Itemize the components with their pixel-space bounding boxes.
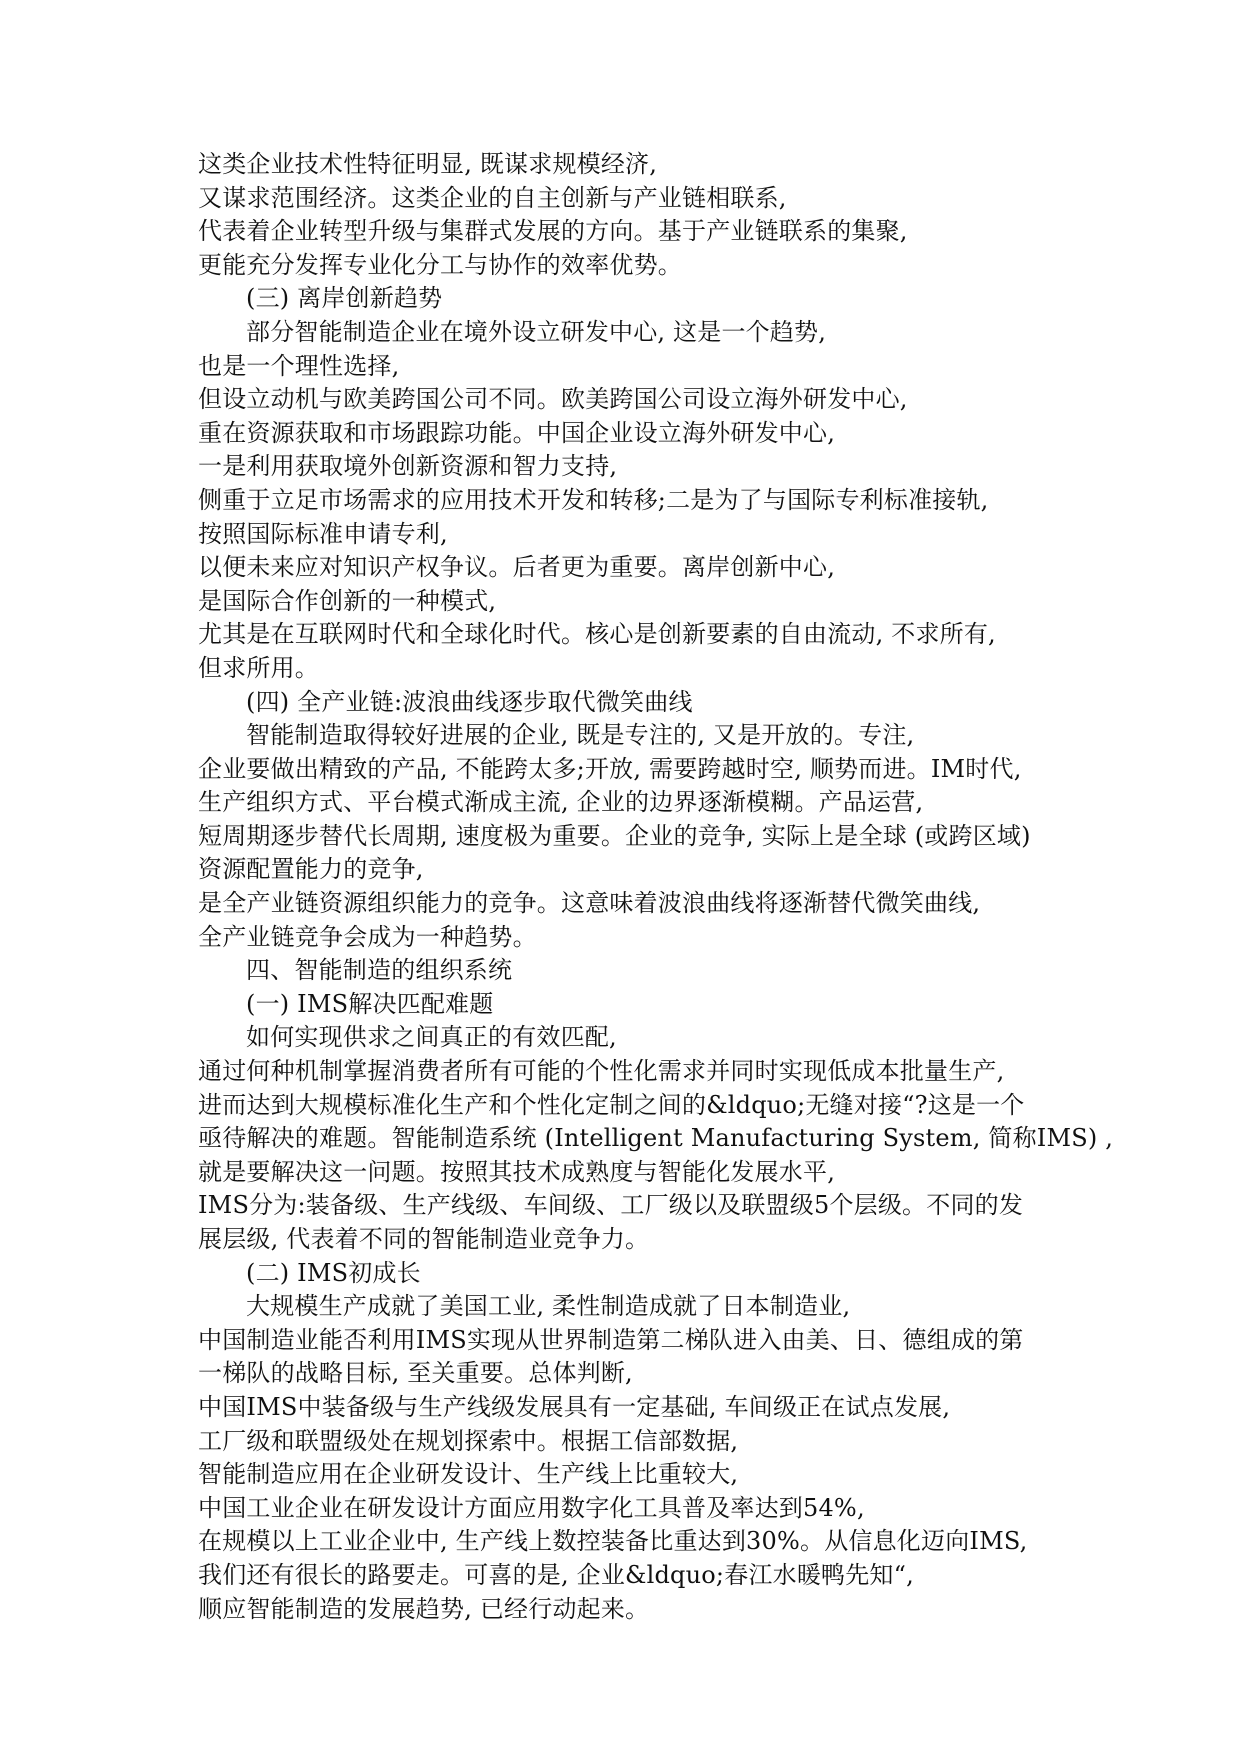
text-line: (一) IMS解决匹配难题	[246, 989, 494, 1018]
text-line: 如何实现供求之间真正的有效匹配,	[246, 1023, 617, 1052]
text-line: 智能制造应用在企业研发设计、生产线上比重较大,	[198, 1460, 739, 1489]
text-line: 我们还有很长的路要走。可喜的是, 企业&ldquo;春江水暖鸭先知“,	[198, 1560, 914, 1589]
text-line: 顺应智能制造的发展趋势, 已经行动起来。	[198, 1594, 650, 1623]
text-line: 这类企业技术性特征明显, 既谋求规模经济,	[198, 150, 658, 178]
text-line: (二) IMS初成长	[246, 1258, 421, 1287]
text-line: 侧重于立足市场需求的应用技术开发和转移;二是为了与国际专利标准接轨,	[198, 485, 989, 514]
text-line: 中国工业企业在研发设计方面应用数字化工具普及率达到54%,	[198, 1493, 865, 1522]
text-line: 是全产业链资源组织能力的竞争。这意味着波浪曲线将逐渐替代微笑曲线,	[198, 889, 981, 918]
text-line: 工厂级和联盟级处在规划探索中。根据工信部数据,	[198, 1426, 739, 1455]
text-line: 按照国际标准申请专利,	[198, 519, 448, 548]
text-line: 是国际合作创新的一种模式,	[198, 586, 497, 615]
text-line: 大规模生产成就了美国工业, 柔性制造成就了日本制造业,	[246, 1292, 851, 1321]
text-line: 中国制造业能否利用IMS实现从世界制造第二梯队进入由美、日、德组成的第	[198, 1325, 1024, 1354]
text-line: 更能充分发挥专业化分工与协作的效率优势。	[198, 250, 682, 279]
text-line: 但求所用。	[198, 653, 319, 682]
text-line: 也是一个理性选择,	[198, 351, 400, 380]
text-line: 在规模以上工业企业中, 生产线上数控装备比重达到30%。从信息化迈向IMS,	[198, 1527, 1028, 1556]
document-body	[198, 148, 1114, 1626]
text-line: 资源配置能力的竞争,	[198, 855, 424, 884]
text-line: 展层级, 代表着不同的智能制造业竞争力。	[198, 1225, 650, 1253]
text-line: 就是要解决这一问题。按照其技术成熟度与智能化发展水平,	[198, 1157, 836, 1186]
text-line: 短周期逐步替代长周期, 速度极为重要。企业的竞争, 实际上是全球 (或跨区域)	[198, 821, 1031, 850]
text-line: (四) 全产业链:波浪曲线逐步取代微笑曲线	[246, 687, 693, 716]
text-line: IMS分为:装备级、生产线级、车间级、工厂级以及联盟级5个层级。不同的发	[198, 1191, 1024, 1220]
text-line: 尤其是在互联网时代和全球化时代。核心是创新要素的自由流动, 不求所有,	[198, 620, 996, 649]
text-line: 进而达到大规模标准化生产和个性化定制之间的&ldquo;无缝对接“?这是一个	[198, 1090, 1025, 1119]
text-line: 以便未来应对知识产权争议。后者更为重要。离岸创新中心,	[198, 553, 836, 582]
text-line: 全产业链竞争会成为一种趋势。	[198, 922, 537, 951]
text-line: 企业要做出精致的产品, 不能跨太多;开放, 需要跨越时空, 顺势而进。IM时代,	[198, 754, 1022, 783]
text-line: 但设立动机与欧美跨国公司不同。欧美跨国公司设立海外研发中心,	[198, 385, 908, 414]
text-line: 又谋求范围经济。这类企业的自主创新与产业链相联系,	[198, 183, 787, 212]
text-line: 重在资源获取和市场跟踪功能。中国企业设立海外研发中心,	[198, 418, 836, 447]
text-line: (三) 离岸创新趋势	[246, 284, 443, 313]
text-line: 通过何种机制掌握消费者所有可能的个性化需求并同时实现低成本批量生产,	[198, 1057, 1005, 1086]
text-line: 中国IMS中装备级与生产线级发展具有一定基础, 车间级正在试点发展,	[198, 1392, 951, 1421]
text-line: 一是利用获取境外创新资源和智力支持,	[198, 452, 618, 481]
text-line: 亟待解决的难题。智能制造系统 (Intelligent Manufacturing System, 简称IMS) ,	[198, 1124, 1114, 1153]
text-line: 代表着企业转型升级与集群式发展的方向。基于产业链联系的集聚,	[198, 217, 908, 246]
text-line: 生产组织方式、平台模式渐成主流, 企业的边界逐渐模糊。产品运营,	[198, 788, 924, 817]
text-line: 部分智能制造企业在境外设立研发中心, 这是一个趋势,	[246, 317, 827, 346]
text-line: 智能制造取得较好进展的企业, 既是专注的, 又是开放的。专注,	[246, 721, 915, 750]
text-line: 四、智能制造的组织系统	[246, 956, 513, 985]
text-line: 一梯队的战略目标, 至关重要。总体判断,	[198, 1359, 633, 1388]
